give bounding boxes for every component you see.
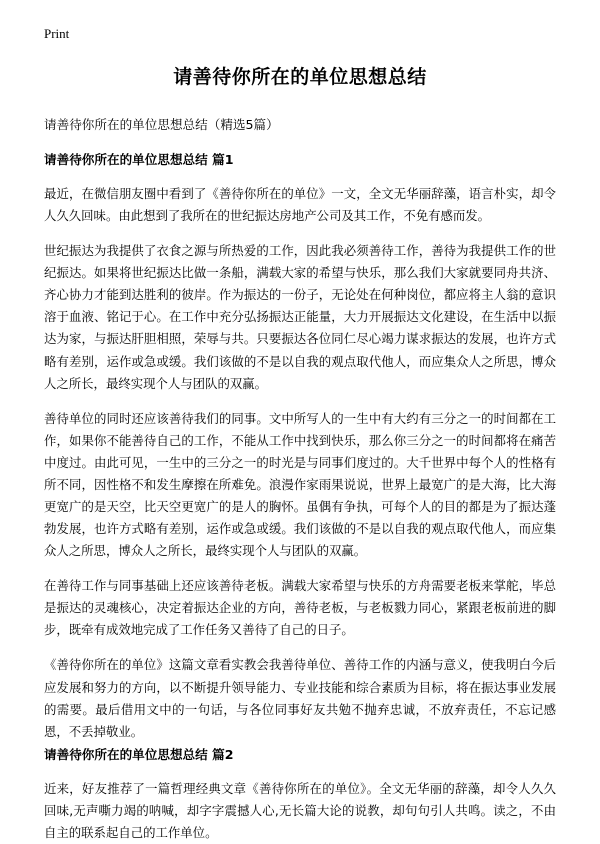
section-1: [44, 151, 556, 743]
section-heading: 请善待你所在的单位思想总结 篇1: [44, 152, 234, 168]
paragraph: 善待单位的同时还应该善待我们的同事。文中所写人的一生中有大约有三分之一的时间都在工作，如果你不能善待自己的工作，不能从工作中找到快乐，那么你三分之一的时间都将在痛苦中度过。由此可见，一生中的三分之一的时光是与同事们度过的。大千世界中每个人的性格有所不同，因性格不和发生摩擦在所难免。浪漫作家雨果说说，世界上最宽广的是大海，比大海更宽广的是天空，比天空更宽广的是人的胸怀。虽偶有争执，可每个人的目的都是为了振达蓬勃发展，也许方式略有差别，运作或急或缓。我们该做的不是以自我的观点取代他人，而应集众人之所思，博众人之所长，最终实现个人与团队的双赢。: [44, 410, 556, 559]
document-subtitle: 请善待你所在的单位思想总结（精选5篇）: [44, 117, 279, 133]
paragraph: 《善待你所在的单位》这篇文章看实教会我善待单位、善待工作的内涵与意义，使我明白今后应发展和努力的方向，以不断提升领导能力、专业技能和综合素质为目标，将在振达事业发展的需要。最后借用文中的一句话，与各位同事好友共勉不抛弃忠诚，不放弃责任，不忘记感恩，不丢掉敬业。: [44, 657, 556, 739]
section-heading: 请善待你所在的单位思想总结 篇2: [44, 746, 234, 762]
page-title: 请善待你所在的单位思想总结: [173, 65, 427, 88]
paragraph: 近来，好友推荐了一篇哲理经典文章《善待你所在的单位》。全文无华丽的辞藻，却令人久久回味,无声嘶力竭的呐喊，却字字震撼人心,无长篇大论的说教，却句句引人共鸣。读之，不由自主的联系起自己的工作单位。: [44, 780, 556, 840]
print-label[interactable]: Print: [44, 26, 70, 41]
paragraph: 在善待工作与同事基础上还应该善待老板。满载大家希望与快乐的方舟需要老板来掌舵，毕总是振达的灵魂核心，决定着振达企业的方向，善待老板，与老板戮力同心，紧跟老板前进的脚步，既牵有成效地完成了工作任务又善待了自己的日子。: [44, 578, 556, 638]
section-2: [44, 746, 556, 844]
paragraph: 最近，在微信朋友圈中看到了《善待你所在的单位》一文，全文无华丽辞藻，语言朴实，却令人久久回味。由此想到了我所在的世纪振达房地产公司及其工作，不免有感而发。: [44, 185, 556, 224]
paragraph: 世纪振达为我提供了衣食之源与所热爱的工作，因此我必须善待工作，善待为我提供工作的世纪振达。如果将世纪振达比做一条船，满载大家的希望与快乐，那么我们大家就要同舟共济、齐心协力才能到达胜利的彼岸。作为振达的一份子，无论处在何种岗位，都应将主人翁的意识溶于血液、铭记于心。在工作中充分弘扬振达正能量，大力开展振达文化建设，在生活中以振达为家，与振达肝胆相照，荣辱与共。只要振达各位同仁尽心竭力谋求振达的发展，也许方式略有差别，运作或急或缓。我们该做的不是以自我的观点取代他人，而应集众人之所思，博众人之所长，最终实现个人与团队的双赢。: [44, 243, 556, 391]
